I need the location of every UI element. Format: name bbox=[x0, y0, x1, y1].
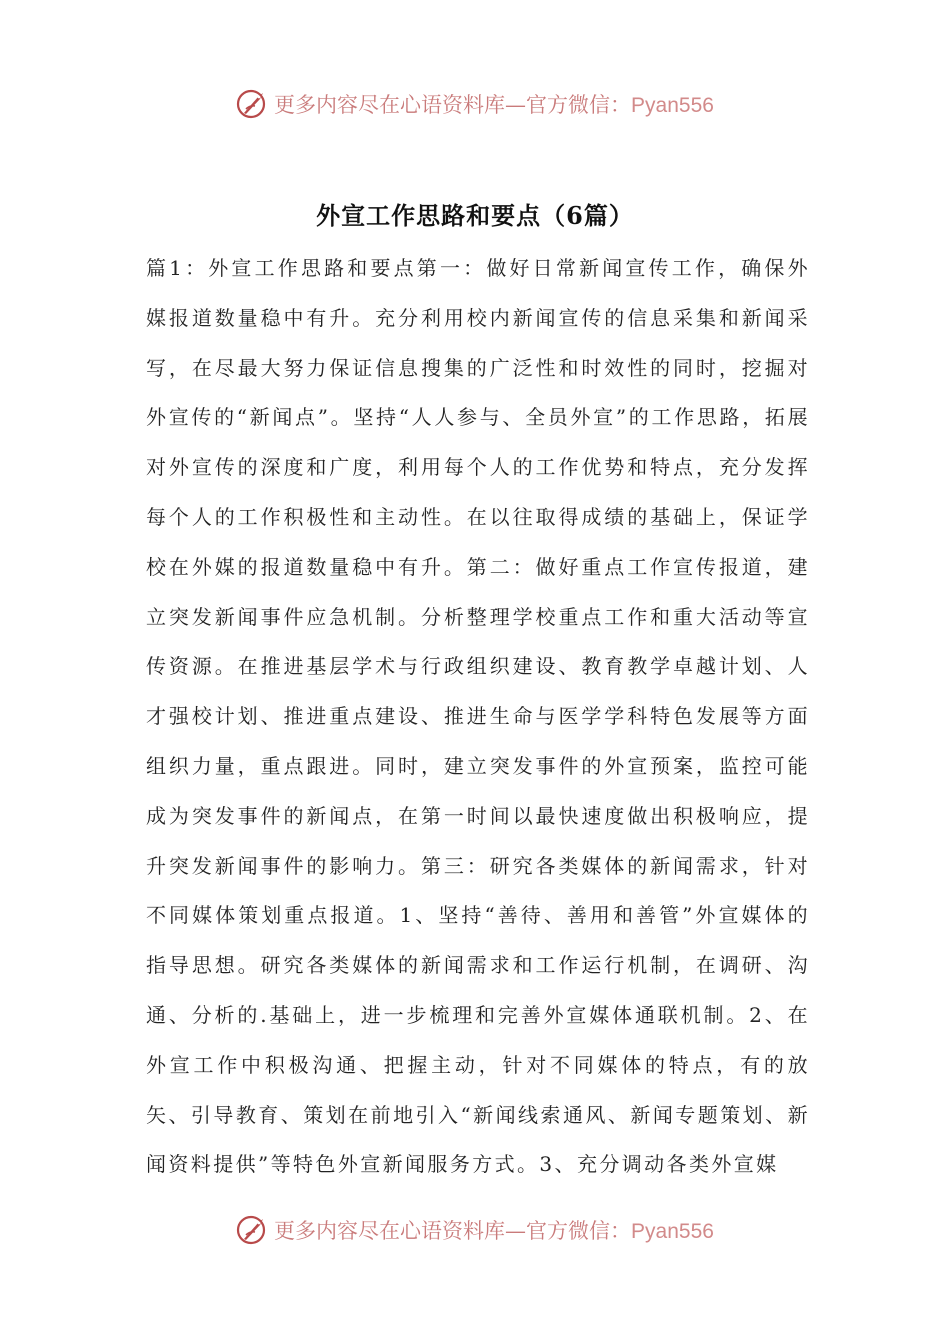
document-title: 外宣工作思路和要点（6篇） bbox=[316, 201, 634, 230]
pen-nib-logo-icon bbox=[236, 87, 270, 121]
wechat-id: Pyan556 bbox=[631, 1220, 714, 1243]
footer-banner bbox=[0, 1208, 950, 1252]
wechat-id: Pyan556 bbox=[631, 94, 714, 117]
brand-text: 更多内容尽在心语资料库 bbox=[274, 93, 506, 117]
brand-dash: — bbox=[505, 1219, 527, 1243]
header-banner bbox=[0, 82, 950, 126]
pen-nib-logo-icon bbox=[236, 1213, 270, 1247]
wechat-label: 官方微信： bbox=[526, 1219, 632, 1243]
brand-dash: — bbox=[505, 93, 527, 117]
brand-text: 更多内容尽在心语资料库 bbox=[274, 1219, 506, 1243]
wechat-label: 官方微信： bbox=[526, 93, 632, 117]
brand-slogan bbox=[274, 89, 714, 119]
document-body: 篇1：外宣工作思路和要点第一：做好日常新闻宣传工作，确保外媒报道数量稳中有升。充分利用校内新闻宣传的信息采集和新闻采写，在尽最大努力保证信息搜集的广泛性和时效性的同时，挖掘对外宣传的“新闻点”。坚持“人人参与、全员外宣”的工作思路，拓展对外宣传的深度和广度，利用每个人的工作优势和特点，充分发挥每个人的工作积极性和主动性。在以往取得成绩的基础上，保证学校在外媒的报道数量稳中有升。第二：做好重点工作宣传报道，建立突发新闻事件应急机制。分析整理学校重点工作和重大活动等宣传资源。在推进基层学术与行政组织建设、教育教学卓越计划、人才强校计划、推进重点建设、推进生命与医学学科特色发展等方面组织力量，重点跟进。同时，建立突发事件的外宣预案，监控可能成为突发事件的新闻点，在第一时间以最快速度做出积极响应，提升突发新闻事件的影响力。第三：研究各类媒体的新闻需求，针对不同媒体策划重点报道。1、坚持“善待、善用和善管”外宣媒体的指导思想。研究各类媒体的新闻需求和工作运行机制，在调研、沟通、分析的.基础上，进一步梳理和完善外宣媒体通联机制。2、在外宣工作中积极沟通、把握主动，针对不同媒体的特点，有的放矢、引导教育、策划在前地引入“新闻线索通风、新闻专题策划、新闻资料提供”等特色外宣新闻服务方式。3、充分调动各类外宣媒 bbox=[146, 256, 810, 1177]
brand-slogan bbox=[274, 1215, 714, 1245]
